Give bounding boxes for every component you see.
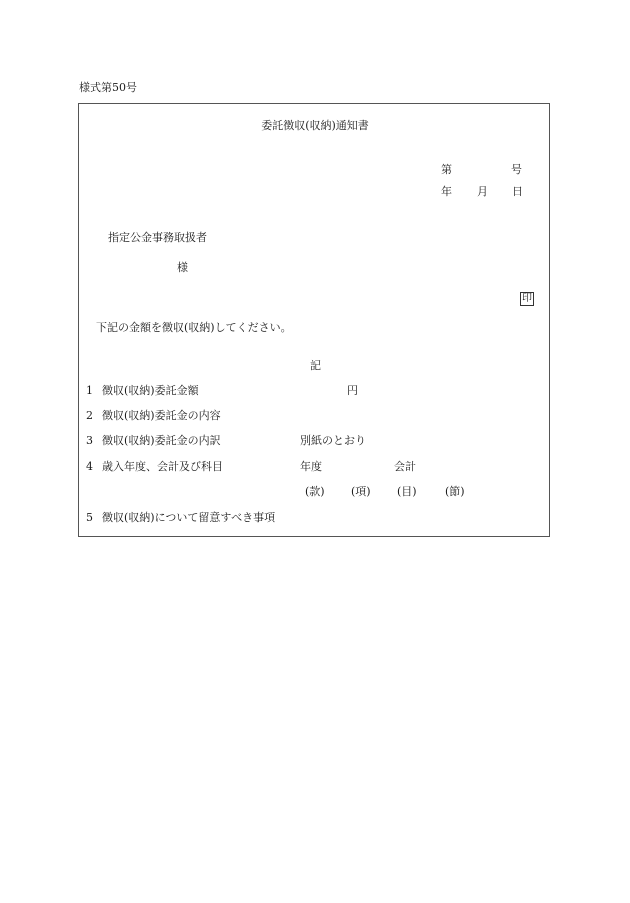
account-label: 会計: [394, 460, 416, 473]
item-label: 徴収(収納)委託金の内訳: [102, 434, 221, 447]
category-setsu: (節): [445, 485, 465, 498]
category-moku: (目): [397, 485, 417, 498]
item-number: 3: [86, 434, 93, 447]
date-day-label: 日: [512, 185, 523, 198]
item-number: 1: [86, 384, 93, 397]
date-year-label: 年: [441, 185, 452, 198]
seal-label: 印: [522, 293, 532, 304]
category-kou: (項): [351, 485, 371, 498]
seal-stamp: [520, 291, 534, 306]
form-number: 様式第50号: [79, 81, 137, 94]
fiscal-year-label: 年度: [300, 460, 322, 473]
recipient-honorific: 様: [177, 261, 188, 274]
doc-number-suffix: 号: [511, 163, 522, 176]
recipient-role: 指定公金事務取扱者: [108, 231, 207, 244]
item-label: 歳入年度、会計及び科目: [102, 460, 223, 473]
doc-number-prefix: 第: [441, 163, 452, 176]
category-kan: (款): [305, 485, 325, 498]
item-number: 4: [86, 460, 93, 473]
item-number: 2: [86, 409, 93, 422]
document-title: 委託徴収(収納)通知書: [261, 119, 369, 132]
item-value: 円: [347, 384, 358, 397]
item-label: 徴収(収納)委託金額: [102, 384, 199, 397]
item-value: 別紙のとおり: [300, 434, 366, 447]
date-month-label: 月: [477, 185, 488, 198]
record-heading: 記: [310, 359, 321, 372]
item-number: 5: [86, 511, 93, 524]
intro-text: 下記の金額を徴収(収納)してください。: [96, 321, 292, 334]
item-label: 徴収(収納)について留意すべき事項: [102, 511, 276, 524]
item-label: 徴収(収納)委託金の内容: [102, 409, 221, 422]
